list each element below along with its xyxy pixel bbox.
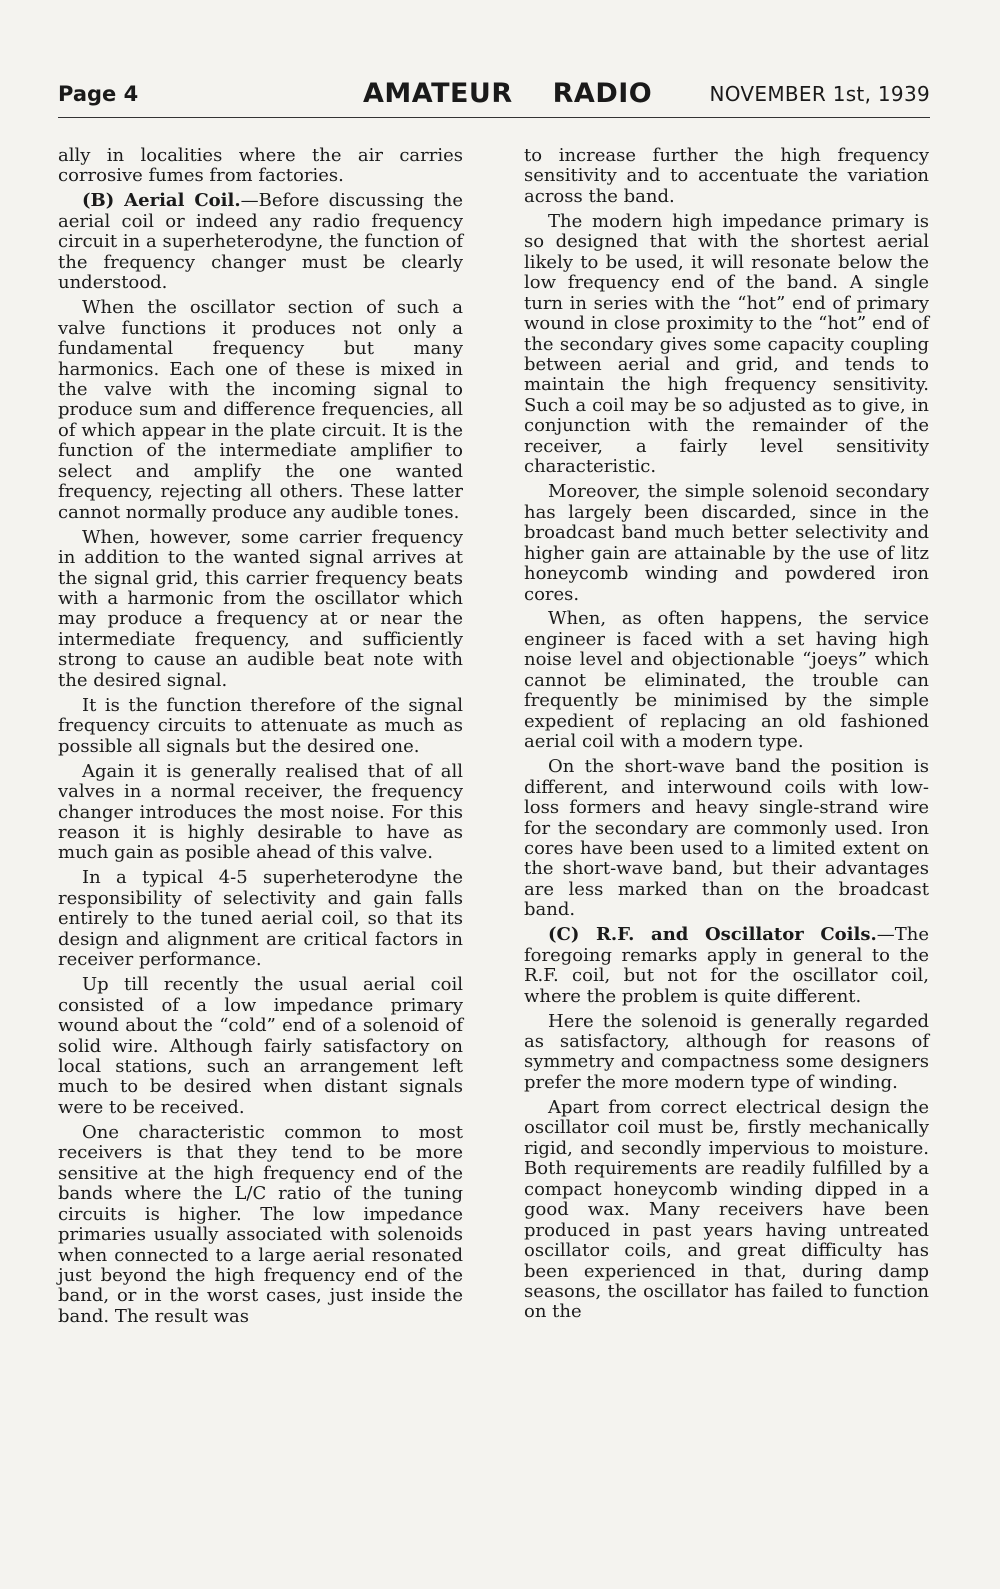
publication-title-word-2: RADIO: [552, 78, 653, 109]
paragraph: In a typical 4-5 superheterodyne the responsibility of selectivity and gain falls entirely to the tuned aerial coil, so that its design and alignment are critical factors in receiver performance.: [58, 867, 463, 971]
publication-title: [363, 78, 652, 109]
paragraph-text: —The foregoing remarks apply in general to the R.F. coil, but not for the oscillator coil, where the problem is quite different.: [524, 924, 929, 1007]
page-header: [58, 80, 930, 114]
paragraph: On the short-wave band the position is different, and interwound coils with low-loss formers and heavy single-strand wire for the secondary are commonly used. Iron cores have been used to a limited extent on the short-wave band, but their advantages are less marked than on the broadcast band.: [524, 756, 929, 921]
section-heading-rf-oscillator-coils: (C) R.F. and Oscillator Coils.: [548, 924, 877, 946]
section-heading-aerial-coil: (B) Aerial Coil.: [82, 190, 241, 212]
paragraph: When, however, some carrier frequency in addition to the wanted signal arrives at the signal grid, this carrier frequency beats with a harmonic from the oscillator which may produce a frequency at or near the intermediate frequency, and sufficiently strong to cause an audible beat note with the desired signal.: [58, 526, 463, 691]
paragraph: ally in localities where the air carries corrosive fumes from factories.: [58, 145, 463, 187]
paragraph-text: —Before discussing the aerial coil or indeed any radio frequency circuit in a superheterodyne, the function of the frequency changer must be clearly understood.: [58, 190, 463, 294]
paragraph: Again it is generally realised that of all valves in a normal receiver, the frequency changer introduces the most noise. For this reason it is highly desirable to have as much gain as posible ahead of this valve.: [58, 760, 463, 864]
paragraph: [58, 191, 463, 293]
paragraph: One characteristic common to most receivers is that they tend to be more sensitive at the high frequency end of the bands where the L/C ratio of the tuning circuits is higher. The low impedance primaries usually associated with solenoids when connected to a large aerial resonated just beyond the high frequency end of the band, or in the worst cases, just inside the band. The result was: [58, 1121, 463, 1327]
paragraph: Apart from correct electrical design the oscillator coil must be, firstly mechanically rigid, and secondly impervious to moisture. Both requirements are readily fulfilled by a compact honeycomb winding dipped in a good wax. Many receivers have been produced in past years having untreated oscillator coils, and great difficulty has been experienced in that, during damp seasons, the oscillator has failed to function on the: [524, 1096, 929, 1323]
issue-date: NOVEMBER 1st, 1939: [709, 82, 930, 106]
left-column: [58, 146, 463, 1332]
publication-title-word-1: AMATEUR: [363, 78, 513, 109]
paragraph: Up till recently the usual aerial coil consisted of a low impedance primary wound about the “cold” end of a solenoid of solid wire. Although fairly satisfactory on local stations, such an arrangement left much to be desired when distant signals were to be received.: [58, 974, 463, 1118]
paragraph: It is the function therefore of the signal frequency circuits to attenuate as much as possible all signals but the desired one.: [58, 694, 463, 757]
header-rule: [58, 117, 930, 118]
paragraph: Moreover, the simple solenoid secondary has largely been discarded, since in the broadcast band much better selectivity and higher gain are attainable by the use of litz honeycomb winding and powdered iron cores.: [524, 481, 929, 605]
paragraph: When the oscillator section of such a valve functions it produces not only a fundamental frequency but many harmonics. Each one of these is mixed in the valve with the incoming signal to produce sum and difference frequencies, all of which appear in the plate circuit. It is the function of the intermediate amplifier to select and amplify the one wanted frequency, rejecting all others. These latter cannot normally produce any audible tones.: [58, 297, 463, 523]
paragraph: to increase further the high frequency sensitivity and to accentuate the variation across the band.: [524, 145, 929, 207]
paragraph: When, as often happens, the service engineer is faced with a set having high noise level and objectionable “joeys” which cannot be eliminated, the trouble can frequently be minimised by the simple expedient of replacing an old fashioned aerial coil with a modern type.: [524, 608, 929, 753]
page-number: Page 4: [58, 82, 139, 106]
paragraph: The modern high impedance primary is so designed that with the shortest aerial likely to be used, it will resonate below the low frequency end of the band. A single turn in series with the “hot” end of primary wound in close proximity to the “hot” end of the secondary gives some capacity coupling between aerial and grid, and tends to maintain the high frequency sensitivity. Such a coil may be so adjusted as to give, in conjunction with the remainder of the receiver, a fairly level sensitivity characteristic.: [524, 210, 929, 478]
right-column: [524, 146, 929, 1327]
paragraph: [524, 925, 929, 1007]
paragraph: Here the solenoid is generally regarded as satisfactory, although for reasons of symmetry and compactness some designers prefer the more modern type of winding.: [524, 1010, 929, 1093]
